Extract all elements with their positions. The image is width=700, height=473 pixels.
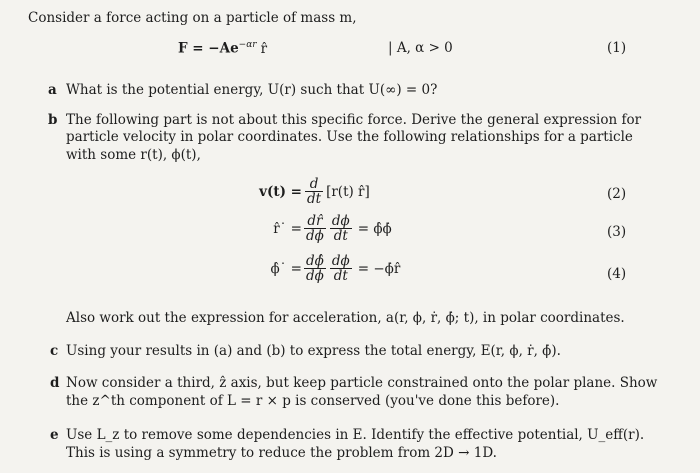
eq2-lhs: v(t) = bbox=[259, 183, 302, 200]
eq2-dt: dt bbox=[307, 191, 322, 208]
eq3-frac2-top: dϕ bbox=[331, 213, 350, 229]
eq4-frac1-bot: dϕ bbox=[306, 268, 324, 285]
part-a-text: What is the potential energy, U(r) such that U(∞) = 0? bbox=[66, 82, 438, 98]
eq1-exponent: −αr bbox=[238, 40, 257, 50]
part-b-label: b bbox=[48, 112, 58, 128]
part-e-line2: This is using a symmetry to reduce the problem from 2D → 1D. bbox=[66, 445, 497, 461]
part-b-line2: particle velocity in polar coordinates. Use the following relationships for a particle bbox=[66, 129, 633, 145]
acceleration-text: Also work out the expression for acceleration, a(r, ϕ, ṙ, ϕ̇; t), in polar coordinates. bbox=[66, 310, 625, 326]
eq4-frac1 bbox=[304, 254, 326, 283]
eq3-frac2 bbox=[330, 214, 352, 243]
equation-4 bbox=[240, 254, 400, 283]
eq4-frac2-bot: dt bbox=[333, 268, 348, 285]
part-e-line1: Use L_z to remove some dependencies in E. Identify the effective potential, U_eff(r). bbox=[66, 427, 645, 443]
eq4-frac2 bbox=[330, 254, 352, 283]
eq1-rhs: r̂ bbox=[260, 40, 268, 57]
eq4-rhs: = −ϕ̇r̂ bbox=[357, 260, 401, 277]
eq3-frac1-bot: dϕ bbox=[306, 228, 324, 245]
eq4-frac2-top: dϕ bbox=[331, 253, 350, 269]
eq1-lhs: F = −Ae bbox=[178, 40, 239, 57]
equation-1 bbox=[178, 40, 267, 57]
part-b-line3: with some r(t), ϕ(t), bbox=[66, 147, 201, 163]
eq3-frac2-bot: dt bbox=[333, 228, 348, 245]
part-d-line2: the z^th component of L = r × p is conserved (you've done this before). bbox=[66, 393, 560, 409]
eq4-lhs: ϕ̂˙ = bbox=[270, 260, 302, 277]
eq3-number: (3) bbox=[607, 224, 627, 240]
eq3-frac1 bbox=[304, 214, 326, 243]
eq1-condition: | A, α > 0 bbox=[388, 40, 453, 56]
eq4-frac1-top: dϕ̂ bbox=[306, 253, 324, 269]
part-e-label: e bbox=[50, 427, 59, 443]
eq3-rhs: = ϕ̂ϕ̇ bbox=[357, 220, 392, 237]
eq2-d: d bbox=[305, 177, 323, 192]
eq2-derivative bbox=[305, 177, 323, 206]
part-b-line1: The following part is not about this specific force. Derive the general expression for bbox=[66, 112, 642, 128]
part-c-text: Using your results in (a) and (b) to express the total energy, E(r, ϕ, ṙ, ϕ̇). bbox=[66, 343, 561, 359]
part-c-label: c bbox=[50, 343, 59, 359]
eq4-number: (4) bbox=[607, 266, 627, 282]
equation-2 bbox=[240, 177, 370, 206]
intro-text: Consider a force acting on a particle of mass m, bbox=[28, 10, 357, 26]
eq2-number: (2) bbox=[607, 186, 627, 202]
eq3-frac1-top: dr̂ bbox=[304, 214, 326, 229]
part-d-line1: Now consider a third, ẑ axis, but keep particle constrained onto the polar plane. Show bbox=[66, 375, 658, 391]
eq2-rhs: [r(t) r̂] bbox=[326, 183, 370, 200]
eq1-number: (1) bbox=[607, 40, 627, 56]
part-d-label: d bbox=[50, 375, 60, 391]
part-a-label: a bbox=[48, 82, 57, 98]
eq3-lhs: r̂˙ = bbox=[273, 220, 302, 237]
equation-3 bbox=[240, 214, 392, 243]
